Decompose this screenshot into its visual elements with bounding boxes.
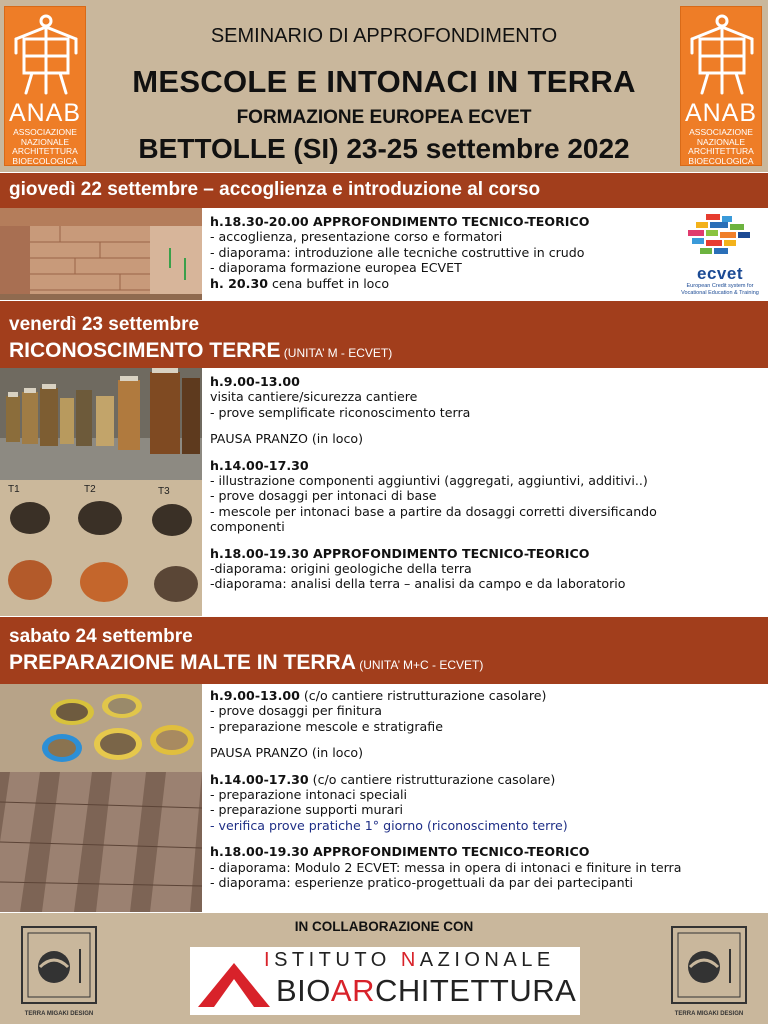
program-item: - diaporama: Modulo 2 ECVET: messa in opera di intonaci e finiture in terra [210, 859, 682, 875]
program-item: - diaporama formazione europea ECVET [210, 260, 462, 276]
page-subtitle: FORMAZIONE EUROPEA ECVET [236, 107, 532, 128]
ecvet-wordmark: ecvet [697, 264, 743, 283]
program-item: -diaporama: origini geologiche della terra [210, 561, 472, 577]
jars-photo [0, 368, 202, 480]
day2-program [210, 374, 657, 592]
buckets-photo [0, 684, 202, 772]
program-item: - prove dosaggi per intonaci di base [210, 488, 437, 504]
ecvet-logo [676, 212, 764, 298]
dinner-line [210, 276, 589, 291]
program-item: - prove semplificate riconoscimento terra [210, 404, 471, 420]
lunch-break: PAUSA PRANZO (in loco) [210, 745, 364, 761]
day3-heading: sabato 24 settembre [9, 626, 193, 647]
sample-label: T1 [8, 484, 20, 495]
program-item: - preparazione intonaci speciali [210, 787, 408, 803]
day3-time-1: h.9.00-13.00 [210, 688, 300, 703]
ecvet-subtitle: European Credit system for Vocational Education & Training [681, 283, 759, 296]
program-item: - mescole per intonaci base a partire da dosaggi corretti diversificando [210, 503, 657, 519]
sample-label: T3 [158, 486, 170, 497]
day2-time-1: h.9.00-13.00 [210, 374, 300, 389]
program-item: - preparazione supporti murari [210, 802, 404, 818]
anab-logo [4, 6, 86, 166]
red-triangle-icon [196, 961, 272, 1009]
venue: (c/o cantiere ristrutturazione casolare) [308, 771, 556, 787]
day3-section [0, 684, 768, 912]
day3-program [210, 688, 681, 890]
day3-band [0, 616, 768, 684]
day3-time-2-line [210, 772, 681, 787]
day3-title: PREPARAZIONE MALTE IN TERRA (UNITA’ M+C - ECVET) [9, 651, 484, 674]
program-item: - illustrazione componenti aggiuntivi (aggregati, aggiuntivi, additivi..) [210, 473, 648, 489]
day3-time-3: h.18.00-19.30 APPROFONDIMENTO TECNICO-TEORICO [210, 844, 590, 860]
program-item: -diaporama: analisi della terra – analisi da campo e da laboratorio [210, 576, 626, 592]
day1-section [0, 208, 768, 300]
anab-subtitle: ASSOCIAZIONE NAZIONALE ARCHITETTURA BIOECOLOGICA [12, 127, 78, 166]
venue: (c/o cantiere ristrutturazione casolare) [299, 688, 547, 703]
sample-label: T2 [84, 484, 96, 495]
istituto-bioarchitettura-logo [190, 947, 580, 1015]
anab-emblem-icon [12, 13, 80, 97]
terra-migaki-logo-right [668, 923, 750, 1019]
plaster-test-photo [0, 772, 202, 912]
day1-program [210, 214, 589, 291]
day1-heading: giovedì 22 settembre – accoglienza e introduzione al corso [9, 179, 541, 200]
anab-subtitle: ASSOCIAZIONE NAZIONALE ARCHITETTURA BIOECOLOGICA [688, 127, 754, 166]
footer [0, 912, 768, 1024]
program-item: - diaporama: esperienze pratico-progettuali da par dei partecipanti [210, 875, 634, 891]
day2-section [0, 368, 768, 616]
day1-time-1: h.18.30-20.00 APPROFONDIMENTO TECNICO-TEORICO [210, 214, 590, 229]
terra-migaki-emblem-icon [668, 923, 750, 1007]
seminar-label: SEMINARIO DI APPROFONDIMENTO [210, 25, 558, 47]
lunch-break: PAUSA PRANZO (in loco) [210, 431, 364, 447]
anab-wordmark: ANAB [8, 99, 82, 127]
day3-time-1-line [210, 688, 681, 703]
day1-band [0, 172, 768, 208]
program-item: - diaporama: introduzione alle tecniche costruttive in crudo [210, 244, 585, 260]
ecvet-mosaic-icon [676, 212, 764, 264]
header [0, 0, 768, 172]
day2-band [0, 300, 768, 368]
day2-time-3: h.18.00-19.30 APPROFONDIMENTO TECNICO-TEORICO [210, 545, 590, 561]
page-title: MESCOLE E INTONACI IN TERRA [132, 64, 636, 99]
ina-bottom-line: BIOARCHITETTURA [276, 973, 577, 1008]
terra-migaki-emblem-icon [18, 923, 100, 1007]
location-dates: BETTOLLE (SI) 23-25 settembre 2022 [138, 133, 630, 164]
program-item: componenti [210, 519, 285, 535]
dinner-time: h. 20.30 [210, 275, 268, 291]
dinner-text: cena buffet in loco [267, 275, 390, 291]
brick-wall-photo [0, 208, 202, 300]
program-item-highlight: - verifica prove pratiche 1° giorno (riconoscimento terre) [210, 817, 568, 833]
day2-time-2: h.14.00-17.30 [210, 457, 309, 473]
anab-logo-right [680, 6, 762, 166]
program-item: - accoglienza, presentazione corso e formatori [210, 229, 503, 245]
program-item: - prove dosaggi per finitura [210, 703, 382, 719]
day2-unit: (UNITA’ M - ECVET) [280, 346, 393, 360]
anab-emblem-icon [688, 13, 756, 97]
ina-top-line: ISTITUTO NAZIONALE [264, 949, 555, 971]
samples-photo [0, 480, 202, 616]
anab-wordmark: ANAB [684, 99, 758, 127]
collaboration-label: IN COLLABORAZIONE CON [294, 919, 474, 934]
day3-time-2: h.14.00-17.30 [210, 771, 309, 787]
terra-migaki-label: TERRA MIGAKI DESIGN [674, 1011, 744, 1017]
day2-title: RICONOSCIMENTO TERRE (UNITA’ M - ECVET) [9, 339, 393, 362]
day2-heading: venerdì 23 settembre [9, 314, 200, 335]
program-item: - preparazione mescole e stratigrafie [210, 718, 443, 734]
terra-migaki-logo [18, 923, 100, 1019]
program-item: visita cantiere/sicurezza cantiere [210, 389, 418, 405]
day3-unit: (UNITA’ M+C - ECVET) [355, 658, 484, 672]
terra-migaki-label: TERRA MIGAKI DESIGN [24, 1011, 94, 1017]
